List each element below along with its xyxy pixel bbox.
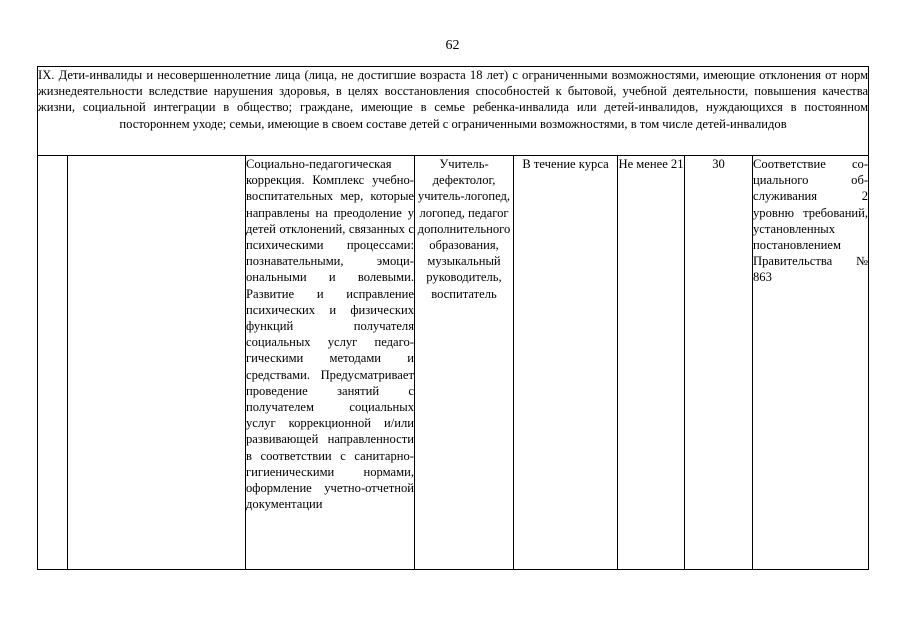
table-row (38, 156, 869, 570)
page-number: 62 (445, 38, 460, 53)
services-table (37, 66, 869, 570)
service-description-cell: Социально-педагогическая коррекция. Комплекс учебно-воспитательных мер, которые направлены на преодоление у детей отклонений, связанных с психическими процессами: познавательными, эмоциональными и волевыми. Развитие и исправление психических и физических функций получателя социальных услуг педагогическими методами и средствами. Предусматривает проведение занятий с получателем социальных услуг коррекционной и/или развивающей направленности в соответствии с санитарно-гигиеническими нормами, оформление учетно-отчетной документации (246, 156, 415, 570)
period-cell: В течение курса (514, 156, 618, 570)
volume-cell: Не менее 21 (618, 156, 685, 570)
rate-cell: 30 (685, 156, 753, 570)
performers-cell: Учитель-дефектолог, учитель-логопед, логопед, педагог дополнительного образования, музыкальный руководитель, воспитатель (415, 156, 514, 570)
criteria-cell: Соответствие социального обслуживания 2 уровню требований, установленных постановлением Правительства № 863 (753, 156, 869, 570)
section-title: IX. Дети-инвалиды и несовершеннолетние лица (лица, не достигшие возраста 18 лет) с ограниченными возможностями, имеющие отклонения от норм жизнедеятельности вследствие нарушения здоровья, в целях восстановления способностей к бытовой, учебной деятельности, повышения качества жизни, социальной интеграции в общество; граждане, имеющие в семье ребенка-инвалида или детей-инвалидов, нуждающихся в постоянном постороннем уходе; семьи, имеющие в своем составе детей с ограниченными возможностями, в том числе детей-инвалидов (38, 67, 869, 156)
section-header-row (38, 67, 869, 156)
row-number-cell (38, 156, 68, 570)
service-name-cell (68, 156, 246, 570)
